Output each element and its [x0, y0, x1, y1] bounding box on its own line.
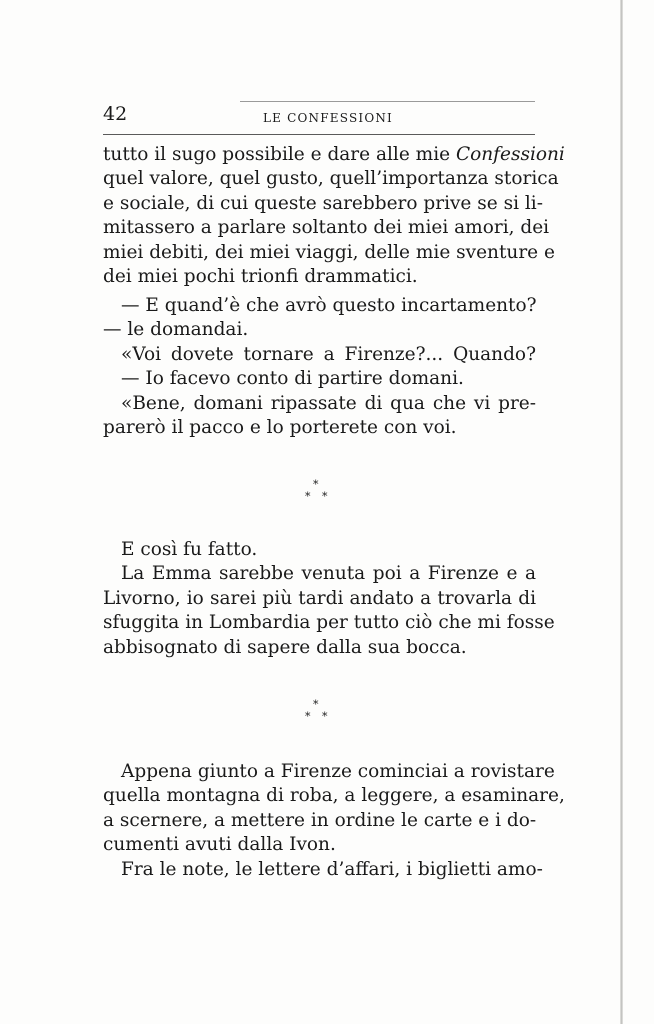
text-line: Fra le note, le lettere d’affari, i biglietti amo-	[121, 858, 543, 880]
text-line: abbisognato di sapere dalla sua bocca.	[103, 636, 467, 658]
dialogue-line: «Voi dovete tornare a Firenze?... Quando?	[121, 343, 536, 365]
text-line	[103, 143, 565, 167]
text-line: mitassero a parlare soltanto dei miei amori, dei	[103, 217, 550, 239]
asterism-separator	[298, 479, 338, 507]
asterism-separator	[298, 699, 338, 727]
paragraph-1	[103, 143, 565, 289]
asterism-star: *	[305, 710, 311, 723]
asterism-star: *	[313, 698, 319, 711]
text-line: miei debiti, dei miei viaggi, delle mie sventure e	[103, 241, 555, 263]
page-header	[103, 103, 535, 131]
text-line: La Emma sarebbe venuta poi a Firenze e a	[121, 563, 536, 585]
header-rule	[103, 134, 535, 135]
top-rule	[240, 101, 535, 102]
dialogue-line: — Io facevo conto di partire domani.	[121, 368, 464, 390]
text-line: sfuggita in Lombardia per tutto ciò che mi fosse	[103, 612, 555, 634]
dialogue-line: — le domandai.	[103, 319, 249, 341]
asterism-star: *	[305, 490, 311, 503]
text-line-part: tutto il sugo possibile e dare alle mie	[103, 144, 456, 165]
text-line: Livorno, io sarei più tardi andato a trovarla di	[103, 587, 536, 609]
running-title: LE CONFESSIONI	[263, 111, 393, 125]
paragraph-2	[103, 538, 555, 660]
dialogue-line: — E quand’è che avrò questo incartamento?	[121, 295, 537, 316]
text-line: quella montagna di roba, a leggere, a esaminare,	[103, 785, 565, 807]
paragraph-3	[103, 760, 565, 882]
asterism-star: *	[322, 490, 328, 503]
text-line: a scernere, a mettere in ordine le carte e i do-	[103, 809, 537, 831]
text-line: E così fu fatto.	[121, 539, 258, 560]
asterism-star: *	[313, 478, 319, 491]
asterism-star: *	[322, 710, 328, 723]
text-line: e sociale, di cui queste sarebbero prive se si li-	[103, 192, 543, 214]
dialogue-line: «Bene, domani ripassate di qua che vi pre-	[121, 392, 536, 414]
text-line: quel valore, quel gusto, quell’importanza storica	[103, 168, 559, 190]
page-number: 42	[103, 103, 128, 125]
text-line: Appena giunto a Firenze cominciai a rovistare	[121, 761, 555, 782]
text-line: cumenti avuti dalla Ivon.	[103, 834, 336, 856]
page-edge-shadow	[620, 0, 623, 1024]
dialogue-line: parerò il pacco e lo porterete con voi.	[103, 417, 457, 439]
dialogue-block	[103, 294, 536, 440]
text-line: dei miei pochi trionfi drammatici.	[103, 266, 418, 288]
italic-word: Confessioni	[455, 144, 565, 165]
